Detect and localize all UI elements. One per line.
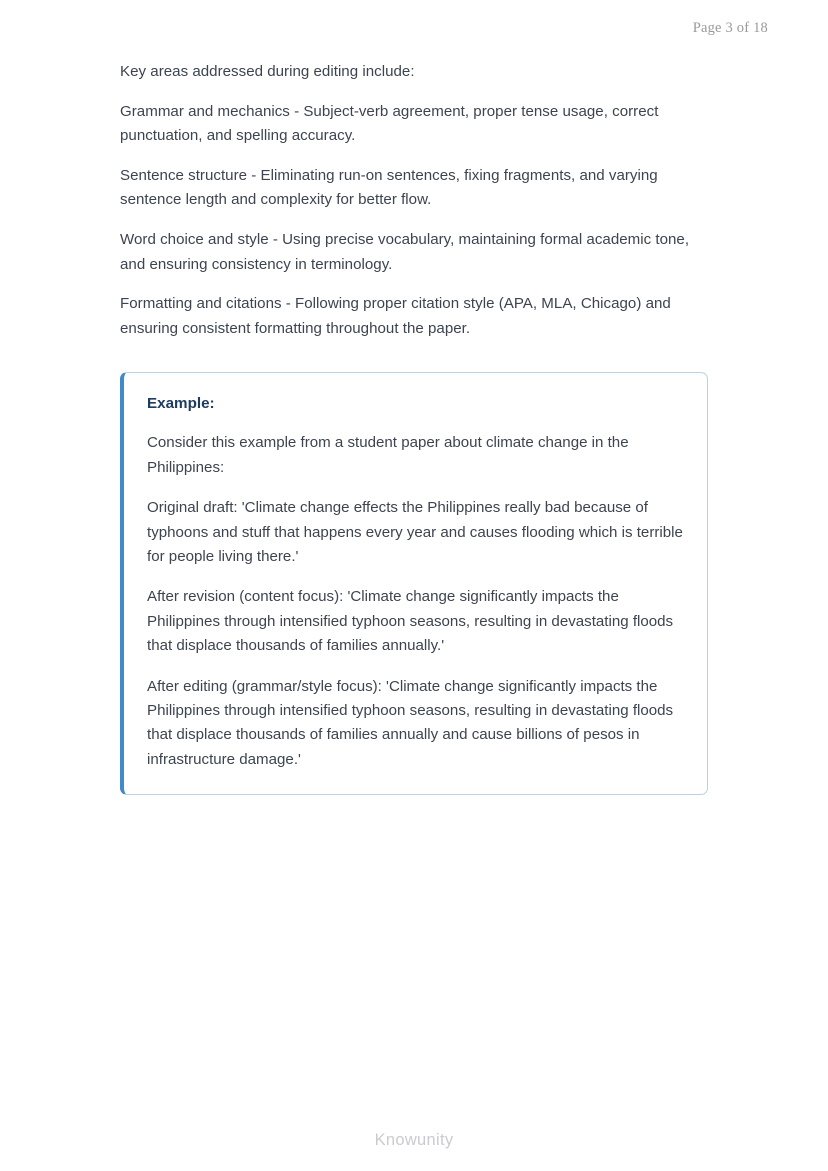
footer-watermark: Knowunity [374,1131,454,1149]
example-original-draft-paragraph: Original draft: 'Climate change effects the Philippines really bad because of typhoons and stuff that happens every year and causes flooding which is terrible for people living there.' [147,499,683,565]
body-paragraph-formatting: Formatting and citations - Following proper citation style (APA, MLA, Chicago) and ensuring consistent formatting throughout the paper. [120,295,671,337]
intro-paragraph: Key areas addressed during editing include: [120,63,415,80]
example-after-editing-paragraph: After editing (grammar/style focus): 'Climate change significantly impacts the Philippines through intensified typhoon seasons, resulting in devastating floods that displace thousands of families annually and cause billions of pesos in infrastructure damage.' [147,677,674,768]
page-number-indicator: Page 3 of 18 [692,20,768,36]
example-callout-title: Example: [147,395,215,413]
example-callout-box [120,372,708,795]
example-intro-paragraph: Consider this example from a student paper about climate change in the Philippines: [147,434,629,476]
document-content [120,60,708,795]
body-paragraph-grammar: Grammar and mechanics - Subject-verb agreement, proper tense usage, correct punctuation, and spelling accuracy. [120,102,659,145]
example-after-revision-paragraph: After revision (content focus): 'Climate change significantly impacts the Philippines through intensified typhoon seasons, resulting in devastating floods that displace thousands of families annually.' [147,588,674,655]
body-paragraph-word-choice: Word choice and style - Using precise vocabulary, maintaining formal academic tone, and ensuring consistency in terminology. [120,230,690,273]
body-paragraph-sentence-structure: Sentence structure - Eliminating run-on sentences, fixing fragments, and varying sentence length and complexity for better flow. [120,166,658,209]
